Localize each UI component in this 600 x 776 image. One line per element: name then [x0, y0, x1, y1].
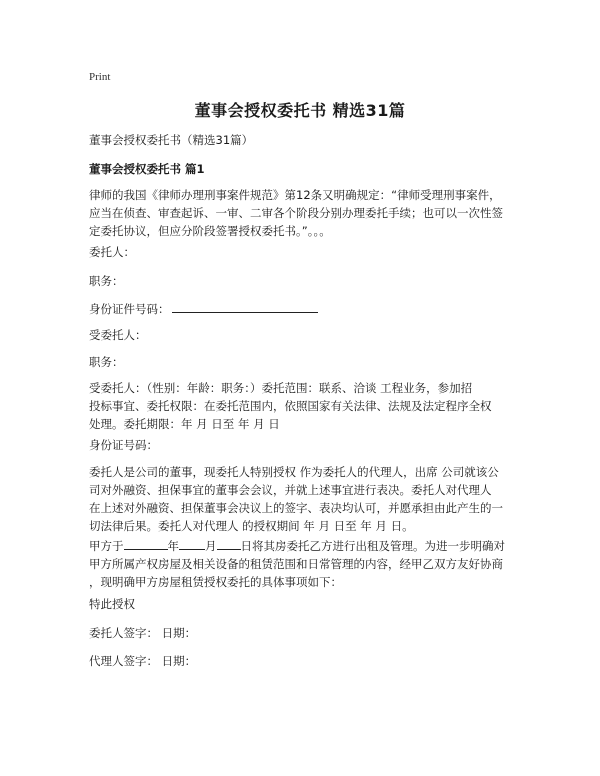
intro-line: 应当在侦查、审查起诉、一审、二审各个阶段分别办理委托手续；也可以一次性签	[89, 206, 503, 220]
authorization-line: 切法律后果。委托人对代理人 的授权期间 年 月 日至 年 月 日。	[89, 519, 414, 533]
position-label: 职务：	[89, 274, 124, 288]
print-label: Print	[89, 71, 111, 83]
authorization-line: 委托人是公司的董事，现委托人特别授权 作为委托人的代理人，出席 公司就该公	[89, 465, 499, 479]
document-subtitle: 董事会授权委托书（精选31篇）	[89, 133, 254, 147]
lease-line-1	[89, 537, 527, 555]
intro-paragraph	[89, 186, 527, 240]
month-blank	[179, 537, 205, 550]
agent-signature: 代理人签字： 日期：	[89, 654, 197, 668]
lease-paragraph	[89, 537, 527, 591]
agent-details-line: 受委托人：（性别：年龄：职务：）委托范围：联系、洽谈 工程业务，参加招	[89, 381, 473, 395]
principal-signature: 委托人签字： 日期：	[89, 626, 197, 640]
intro-line: 定委托协议，但应分阶段签署授权委托书。”。。。	[89, 224, 331, 238]
id-label: 身份证号码：	[89, 438, 158, 452]
lease-year: 年	[167, 539, 179, 553]
principal-label: 委托人：	[89, 245, 135, 259]
agent-position-label: 职务：	[89, 355, 124, 369]
id-number-row	[89, 300, 529, 318]
year-blank	[124, 537, 168, 550]
lease-line-3: ，现明确甲方房屋租赁授权委托的具体事项如下：	[89, 575, 342, 589]
agent-details-line: 处理。委托期限：年 月 日至 年 月 日	[89, 417, 280, 431]
lease-month: 月	[205, 539, 217, 553]
lease-party-a: 甲方于	[89, 539, 124, 553]
agent-details-line: 投标事宜、委托权限：在委托范围内，依照国家有关法律、法规及法定程序全权	[89, 399, 492, 413]
lease-day-text: 日将其房委托乙方进行出租及管理。为进一步明确对	[240, 539, 505, 553]
day-blank	[217, 537, 241, 550]
authorization-line: 在上述对外融资、担保董事会决议上的签字、表决均认可，并愿承担由此产生的一	[89, 501, 503, 515]
agent-label: 受委托人：	[89, 328, 147, 342]
authorization-line: 司对外融资、担保事宜的董事会会议，并就上述事宜进行表决。委托人对代理人	[89, 483, 492, 497]
authorization-paragraph	[89, 463, 527, 535]
agent-details-paragraph	[89, 379, 527, 433]
id-number-label: 身份证件号码：	[89, 302, 170, 316]
lease-line-2: 甲方所属产权房屋及相关设备的租赁范围和日常管理的内容，经甲乙双方友好协商	[89, 557, 503, 571]
special-authorization: 特此授权	[89, 597, 135, 611]
page-title: 董事会授权委托书 精选31篇	[194, 101, 406, 120]
section-heading: 董事会授权委托书 篇1	[89, 162, 205, 176]
id-number-blank	[172, 300, 318, 313]
intro-line: 律师的我国《律师办理刑事案件规范》第12条又明确规定：“律师受理刑事案件，	[89, 188, 501, 202]
